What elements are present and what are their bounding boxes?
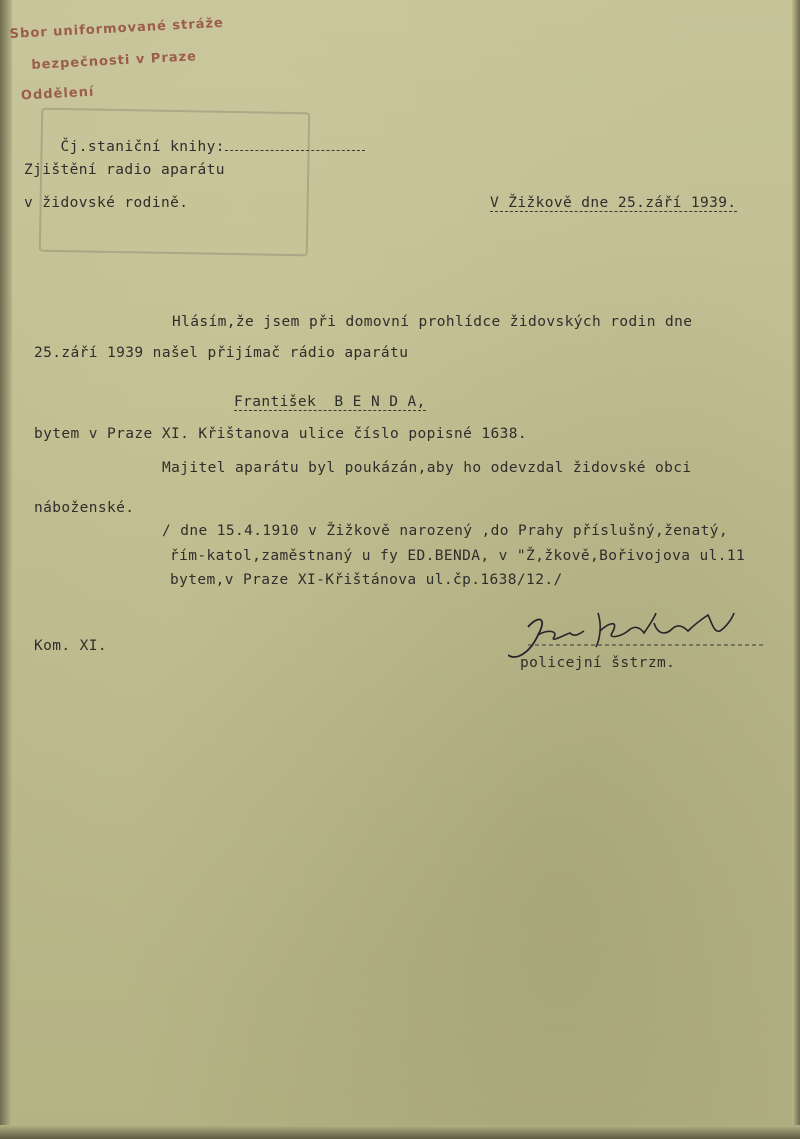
paragraph-1-line-1: Hlásím,že jsem při domovní prohlídce židovských rodin dne (172, 314, 693, 330)
page-edge-bottom (0, 1125, 800, 1139)
paragraph-2: bytem v Praze XI. Křištanova ulice číslo popisné 1638. (34, 426, 528, 442)
reference-blank (225, 138, 365, 151)
owner-name: František B E N D A, (234, 394, 426, 410)
subject-line-2: v židovské rodině. (24, 195, 189, 211)
stamp-line-1: Sbor uniformované stráže (9, 15, 225, 42)
note-line-3: bytem,v Praze XI-Křištánova ul.čp.1638/12./ (170, 572, 563, 588)
subject-line-1: Zjištění radio aparátu (24, 162, 225, 178)
paragraph-1-line-2: 25.září 1939 našel přijímač rádio aparátu (34, 345, 409, 361)
note-line-1: / dne 15.4.1910 v Žižkově narozený ,do Prahy příslušný,ženatý, (162, 523, 729, 539)
reference-label: Čj.staniční knihy: (24, 122, 365, 171)
page-edge-left (0, 0, 12, 1139)
stamp-line-2: bezpečnosti v Praze (31, 49, 198, 73)
red-office-stamp (9, 9, 354, 137)
note-line-2: řím-katol,zaměstnaný u fy ED.BENDA, v "Ž,žkově,Bořivojova ul.11 (170, 548, 746, 564)
district-label: Kom. XI. (34, 638, 108, 654)
paragraph-3-line-1: Majitel aparátu byl poukázán,aby ho odevzdal židovské obci (162, 460, 692, 476)
paragraph-3-line-2: náboženské. (34, 500, 135, 516)
place-and-date: V Žižkově dne 25.září 1939. (490, 195, 737, 211)
stamp-line-3: Oddělení (20, 84, 95, 104)
page-edge-right (792, 0, 800, 1139)
officer-rank: policejní šstrzm. (520, 655, 676, 671)
